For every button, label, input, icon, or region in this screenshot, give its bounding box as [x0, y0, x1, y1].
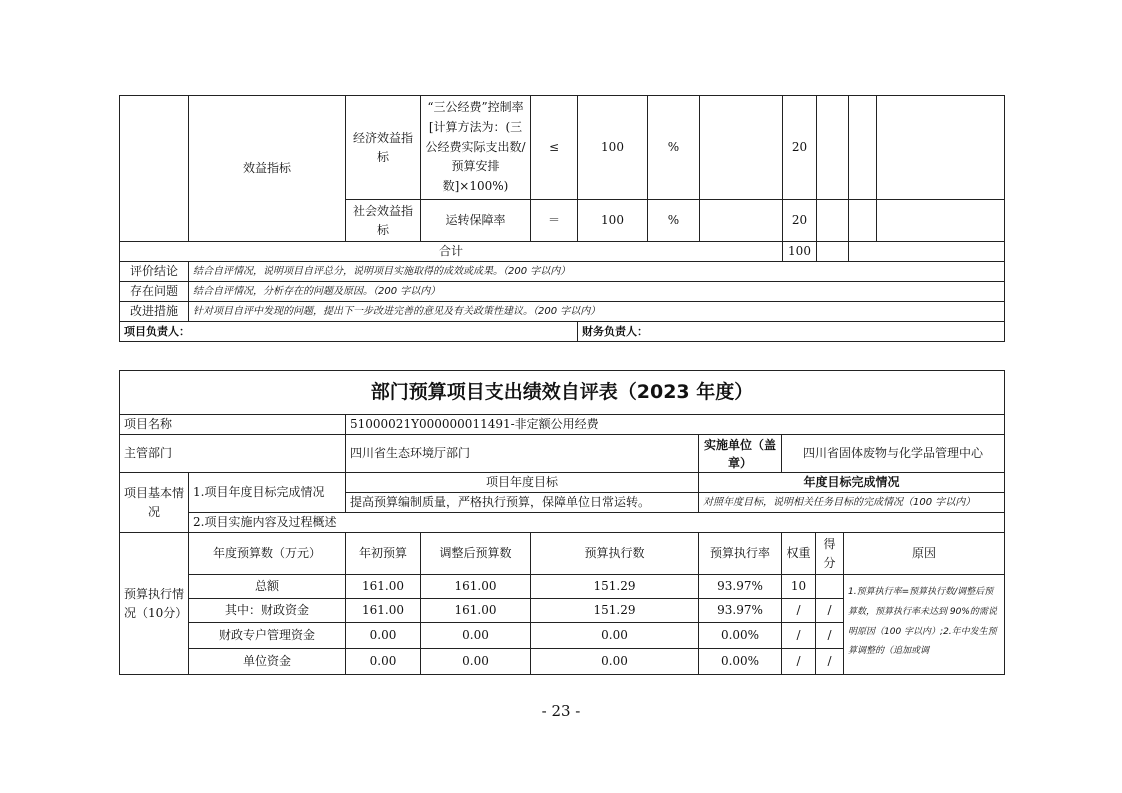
table-title: 部门预算项目支出绩效自评表（2023 年度）	[120, 371, 1005, 415]
econ-weight: 20	[783, 96, 817, 200]
row-score: /	[816, 599, 844, 623]
row-initial: 161.00	[346, 599, 421, 623]
social-unit: %	[648, 200, 700, 242]
row-rate: 93.97%	[699, 599, 782, 623]
indicator-table	[119, 95, 1005, 342]
econ-indicator-label: 经济效益指标	[346, 96, 421, 200]
row-initial: 161.00	[346, 575, 421, 599]
social-indicator-label: 社会效益指标	[346, 200, 421, 242]
row-executed: 151.29	[531, 575, 699, 599]
benefit-indicator-label: 效益指标	[189, 96, 346, 242]
header-reason: 原因	[844, 533, 1005, 575]
project-name-label: 项目名称	[120, 415, 346, 435]
row-adjusted: 161.00	[421, 575, 531, 599]
evaluation-text: 结合自评情况，说明项目自评总分，说明项目实施取得的成效或成果。（200 字以内）	[189, 262, 1005, 282]
row-rate: 0.00%	[699, 623, 782, 649]
econ-actual	[700, 96, 783, 200]
basic-info-label: 项目基本情况	[120, 473, 189, 533]
header-adjusted-budget: 调整后预算数	[421, 533, 531, 575]
row-adjusted: 161.00	[421, 599, 531, 623]
row-initial: 0.00	[346, 649, 421, 675]
row-score: /	[816, 649, 844, 675]
header-initial-budget: 年初预算	[346, 533, 421, 575]
project-owner-label: 项目负责人：	[120, 322, 578, 342]
evaluation-label: 评价结论	[120, 262, 189, 282]
row-label: 其中：财政资金	[189, 599, 346, 623]
social-target-value: 100	[578, 200, 648, 242]
annual-goal-header: 项目年度目标	[346, 473, 699, 493]
total-score	[817, 242, 849, 262]
row-adjusted: 0.00	[421, 649, 531, 675]
total-value: 100	[783, 242, 817, 262]
econ-score	[817, 96, 849, 200]
row-weight: 10	[782, 575, 816, 599]
completion-header: 年度目标完成情况	[699, 473, 1005, 493]
budget-exec-label: 预算执行情况（10分）	[120, 533, 189, 675]
implementing-unit-value: 四川省固体废物与化学品管理中心	[782, 435, 1005, 473]
row-label: 单位资金	[189, 649, 346, 675]
row-label: 总额	[189, 575, 346, 599]
header-score: 得分	[816, 533, 844, 575]
row-initial: 0.00	[346, 623, 421, 649]
implementing-unit-label: 实施单位（盖章）	[699, 435, 782, 473]
level1-cell	[120, 96, 189, 242]
reason-text: 1.预算执行率=预算执行数/调整后预算数，预算执行率未达到 90%的需说明原因（100 字以内）;2.年中发生预算调整的（追加或调	[844, 575, 1005, 675]
econ-unit: %	[648, 96, 700, 200]
row-weight: /	[782, 649, 816, 675]
annual-goal-text: 提高预算编制质量，严格执行预算，保障单位日常运转。	[346, 493, 699, 513]
improvement-label: 改进措施	[120, 302, 189, 322]
row-rate: 0.00%	[699, 649, 782, 675]
issues-text: 结合自评情况，分析存在的问题及原因。（200 字以内）	[189, 282, 1005, 302]
econ-indicator-text: “三公经费”控制率[计算方法为：(三公经费实际支出数/预算安排数]×100%)	[421, 96, 531, 200]
self-evaluation-table	[119, 370, 1005, 675]
issues-label: 存在问题	[120, 282, 189, 302]
department-value: 四川省生态环境厅部门	[346, 435, 699, 473]
table-row	[120, 575, 1005, 599]
finance-owner-label: 财务负责人：	[578, 322, 1005, 342]
content-overview-label: 2.项目实施内容及过程概述	[189, 513, 1005, 533]
social-weight: 20	[783, 200, 817, 242]
econ-operator: ≤	[531, 96, 578, 200]
goal-completion-label: 1.项目年度目标完成情况	[189, 473, 346, 513]
row-weight: /	[782, 623, 816, 649]
row-executed: 151.29	[531, 599, 699, 623]
header-execution-rate: 预算执行率	[699, 533, 782, 575]
page-number: - 23 -	[541, 702, 581, 720]
row-rate: 93.97%	[699, 575, 782, 599]
social-actual	[700, 200, 783, 242]
econ-reason	[877, 96, 1005, 200]
department-label: 主管部门	[120, 435, 346, 473]
social-indicator-text: 运转保障率	[421, 200, 531, 242]
row-label: 财政专户管理资金	[189, 623, 346, 649]
row-adjusted: 0.00	[421, 623, 531, 649]
header-executed-amount: 预算执行数	[531, 533, 699, 575]
improvement-text: 针对项目自评中发现的问题，提出下一步改进完善的意见及有关政策性建议。（200 字以内）	[189, 302, 1005, 322]
row-executed: 0.00	[531, 649, 699, 675]
social-score	[817, 200, 849, 242]
social-extra	[849, 200, 877, 242]
row-score: /	[816, 623, 844, 649]
row-weight: /	[782, 599, 816, 623]
total-extra	[849, 242, 1005, 262]
project-name-value: 51000021Y000000011491-非定额公用经费	[346, 415, 1005, 435]
row-executed: 0.00	[531, 623, 699, 649]
econ-target-value: 100	[578, 96, 648, 200]
header-weight: 权重	[782, 533, 816, 575]
header-annual-budget: 年度预算数（万元）	[189, 533, 346, 575]
econ-extra	[849, 96, 877, 200]
social-reason	[877, 200, 1005, 242]
completion-text: 对照年度目标，说明相关任务目标的完成情况（100 字以内）	[699, 493, 1005, 513]
row-score	[816, 575, 844, 599]
total-label: 合计	[120, 242, 783, 262]
social-operator: ＝	[531, 200, 578, 242]
